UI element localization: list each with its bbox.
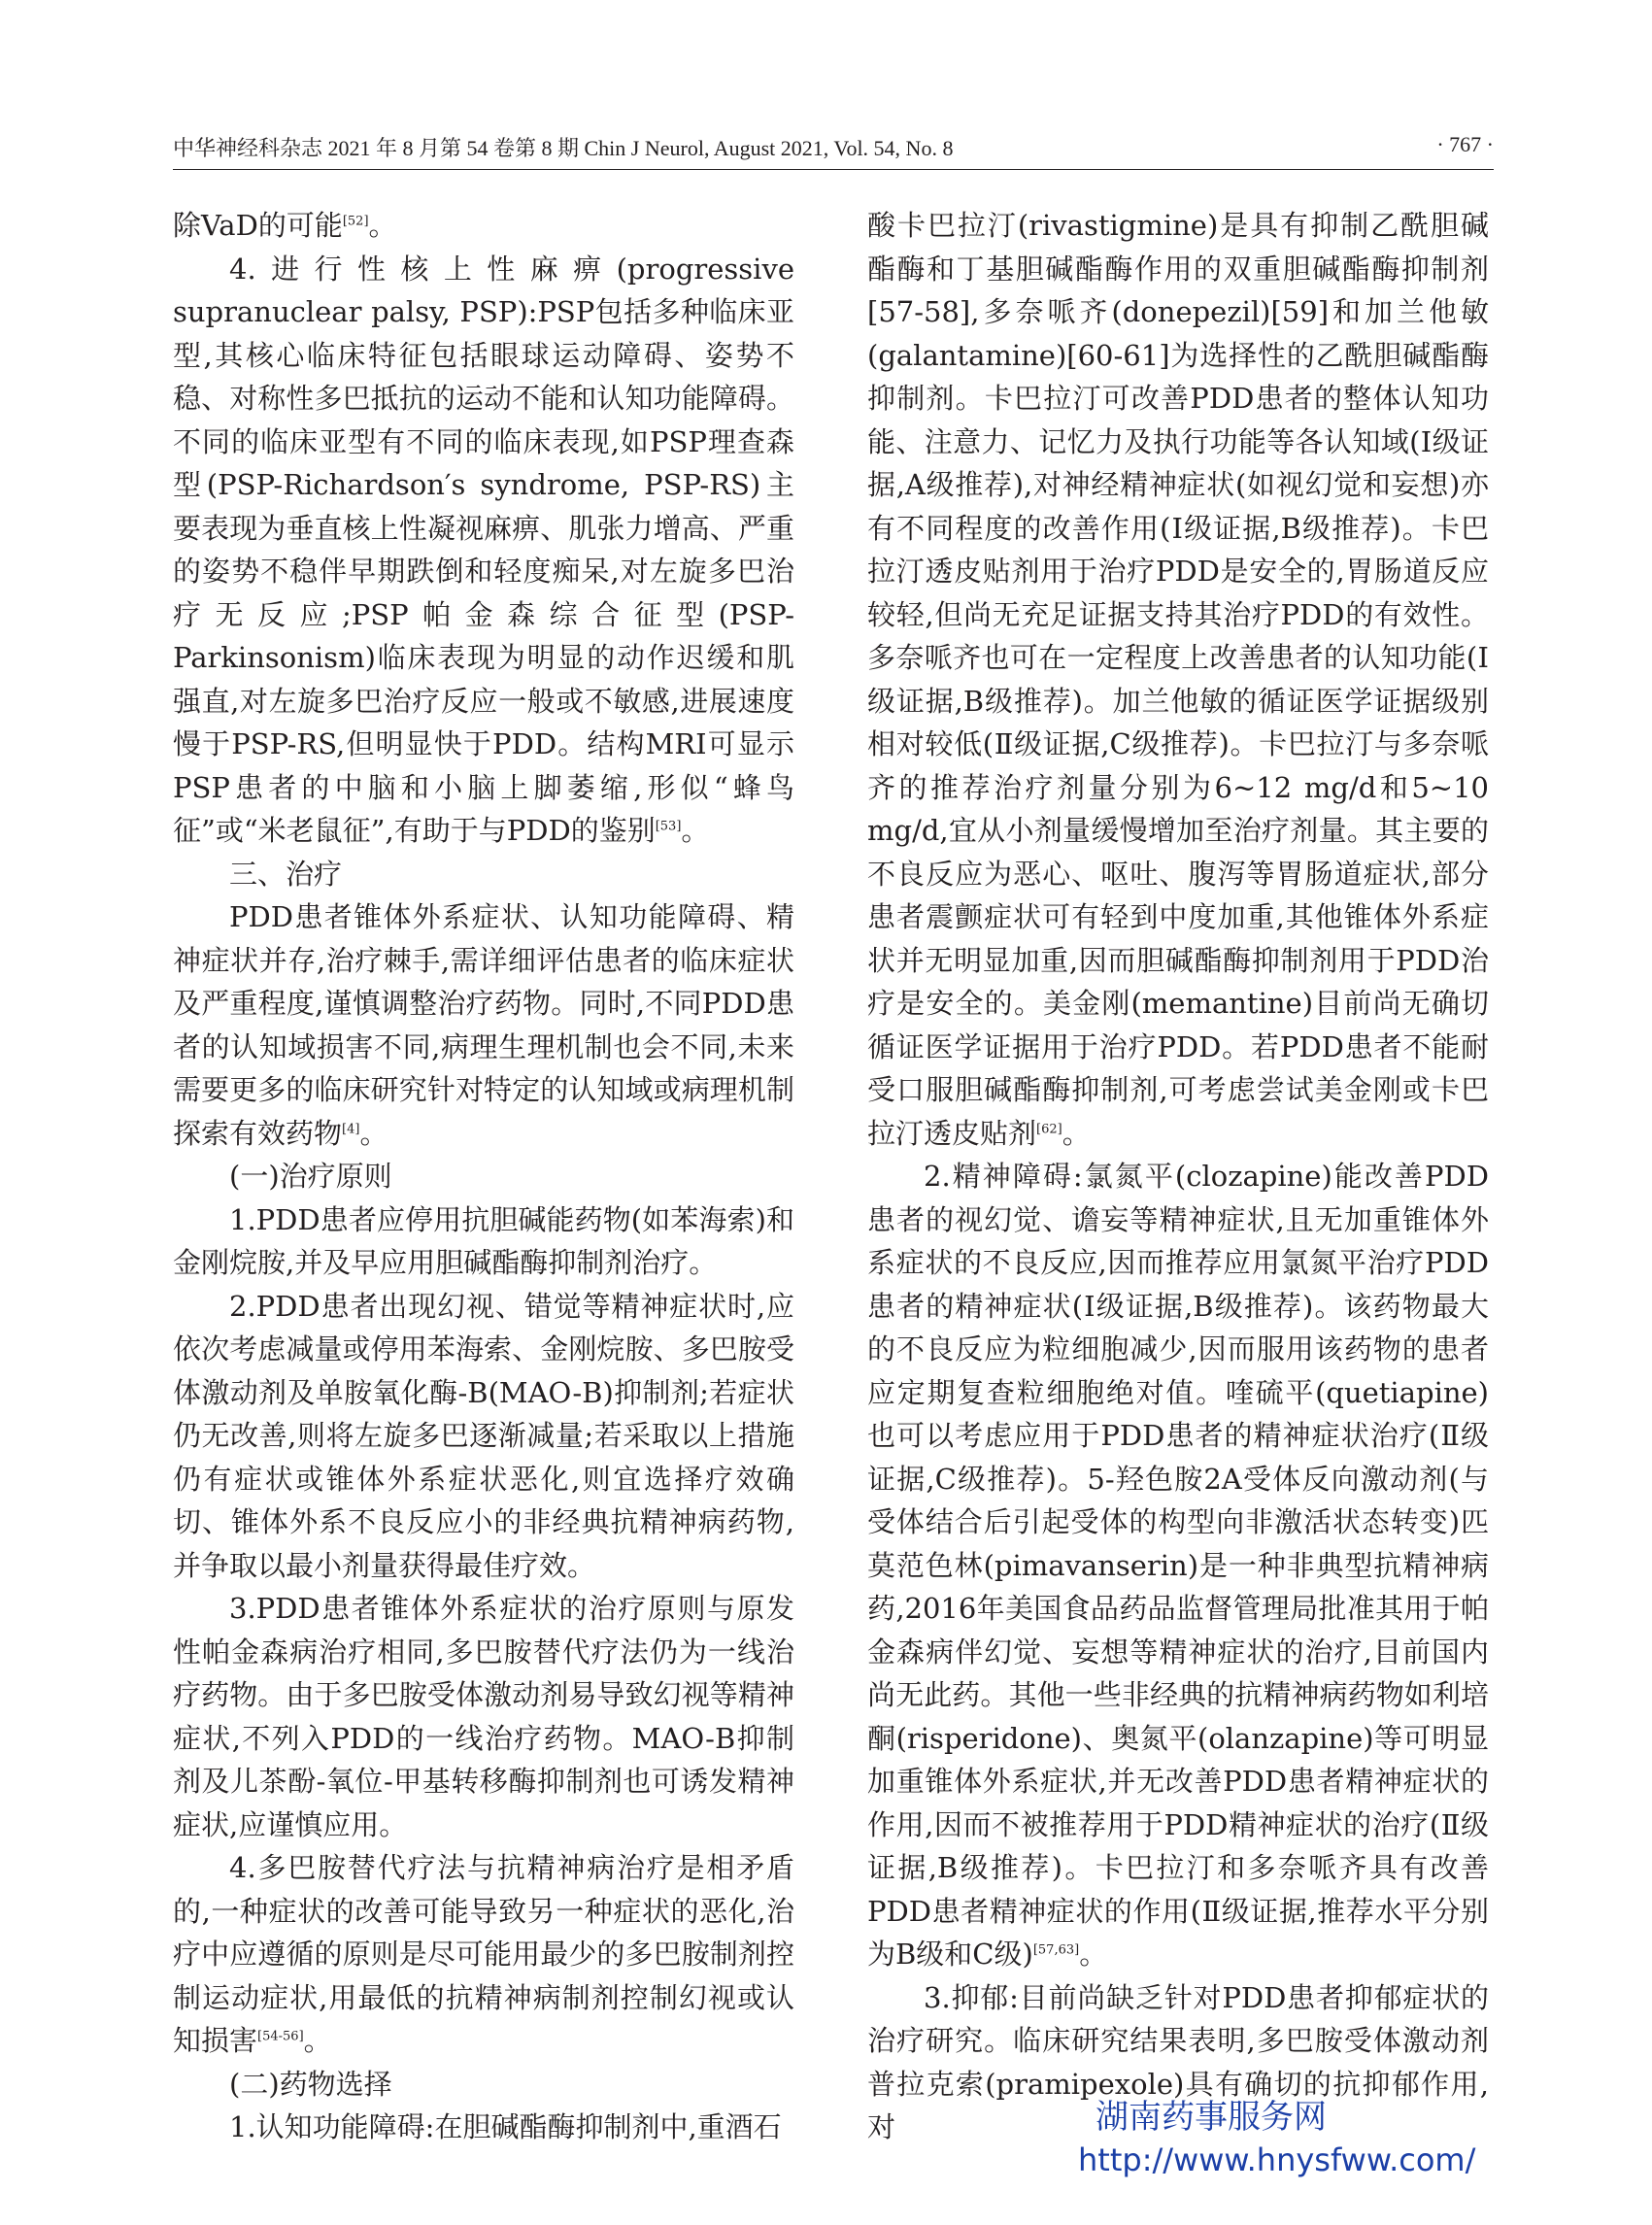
paragraph [173,1285,794,1588]
paragraph-tail: 。 [1079,1938,1108,1971]
paragraph [173,1198,794,1285]
paragraph-text: 4.多巴胺替代疗法与抗精神病治疗是相矛盾的,一种症状的改善可能导致另一种症状的恶化,治疗中应遵循的原则是尽可能用最少的多巴胺制剂控制运动症状,用最低的抗精神病制剂控制幻视或认知损害 [173,1851,794,2057]
citation-reference: [57,63] [1032,1942,1080,1958]
paragraph-tail: 。 [681,814,710,847]
paragraph-text: 3.抑郁:目前尚缺乏针对PDD患者抑郁症状的治疗研究。临床研究结果表明,多巴胺受体激动剂普拉克索(pramipexole)具有确切的抗抑郁作用,对 [867,1980,1489,2143]
paragraph-text: PDD患者锥体外系症状、认知功能障碍、精神症状并存,治疗棘手,需详细评估患者的临床症状及严重程度,谨慎调整治疗药物。同时,不同PDD患者的认知域损害不同,病理生理机制也会不同,未来需要更多的临床研究针对特定的认知域或病理机制探索有效药物 [173,900,794,1150]
paragraph [867,1155,1489,1976]
citation-reference: [54-56] [257,2029,304,2044]
citation-reference: [52] [342,214,369,229]
citation-reference: [4] [342,1121,360,1136]
citation-reference: [62] [1036,1121,1062,1136]
paragraph [173,895,794,1155]
paragraph-text: (二)药物选择 [229,2067,392,2101]
paragraph-text: 除VaD的可能 [173,209,343,242]
journal-citation: 中华神经科杂志 2021 年 8 月第 54 卷第 8 期 Chin J Neurol, August 2021, Vol. 54, No. 8 [173,136,954,160]
section-heading [173,1155,794,1198]
paragraph [173,1587,794,1846]
right-column [867,204,1489,2149]
section-heading [173,2063,794,2107]
paragraph-tail: 。 [368,209,397,242]
citation-reference: [53] [655,819,682,834]
watermark [1078,2096,1503,2181]
paragraph [173,248,794,853]
paragraph-text: 三、治疗 [229,857,343,891]
paragraph-text: 3.PDD患者锥体外系症状的治疗原则与原发性帕金森病治疗相同,多巴胺替代疗法仍为一线治疗药物。由于多巴胺受体激动剂易导致幻视等精神症状,不列入PDD的一线治疗药物。MAO-B抑制剂及儿茶酚-氧位-甲基转移酶抑制剂也可诱发精神症状,应谨慎应用。 [173,1592,794,1841]
paragraph-tail: 。 [303,2024,332,2057]
paragraph-text: (一)治疗原则 [229,1160,392,1193]
paragraph-text: 1.PDD患者应停用抗胆碱能药物(如苯海索)和金刚烷胺,并及早应用胆碱酯酶抑制剂治疗。 [173,1202,794,1279]
watermark-url[interactable]: http://www.hnysfww.com/ [1078,2141,1476,2178]
paragraph [173,2106,794,2149]
paragraph [173,1846,794,2063]
paragraph-text: 2.PDD患者出现幻视、错觉等精神症状时,应依次考虑减量或停用苯海索、金刚烷胺、多巴胺受体激动剂及单胺氧化酶-B(MAO-B)抑制剂;若症状仍无改善,则将左旋多巴逐渐减量;若采取以上措施仍有症状或锥体外系症状恶化,则宜选择疗效确切、锥体外系不良反应小的非经典抗精神病药物,并争取以最小剂量获得最佳疗效。 [173,1289,794,1582]
header-rule [173,169,1494,170]
paragraph-text: 1.认知功能障碍:在胆碱酯酶抑制剂中,重酒石 [229,2110,782,2143]
paragraph-tail: 。 [1062,1116,1091,1150]
page-number: · 767 · [1436,132,1494,156]
paragraph [173,204,794,248]
paragraph-text: 酸卡巴拉汀(rivastigmine)是具有抑制乙酰胆碱酯酶和丁基胆碱酯酶作用的双重胆碱酯酶抑制剂[57-58],多奈哌齐(donepezil)[59]和加兰他敏(galantamine)[60-61]为选择性的乙酰胆碱酯酶抑制剂。卡巴拉汀可改善PDD患者的整体认知功能、注意力、记忆力及执行功能等各认知域(Ⅰ级证据,A级推荐),对神经精神症状(如视幻觉和妄想)亦有不同程度的改善作用(Ⅰ级证据,B级推荐)。卡巴拉汀透皮贴剂用于治疗PDD是安全的,胃肠道反应较轻,但尚无充足证据支持其治疗PDD的有效性。多奈哌齐也可在一定程度上改善患者的认知功能(Ⅰ级证据,B级推荐)。加兰他敏的循证医学证据级别相对较低(Ⅱ级证据,C级推荐)。卡巴拉汀与多奈哌齐的推荐治疗剂量分别为6~12 mg/d和5~10 mg/d,宜从小剂量缓慢增加至治疗剂量。其主要的不良反应为恶心、呕吐、腹泻等胃肠道症状,部分患者震颤症状可有轻到中度加重,其他锥体外系症状并无明显加重,因而胆碱酯酶抑制剂用于PDD治疗是安全的。美金刚(memantine)目前尚无确切循证医学证据用于治疗PDD。若PDD患者不能耐受口服胆碱酯酶抑制剂,可考虑尝试美金刚或卡巴拉汀透皮贴剂 [867,209,1489,1150]
left-column [173,204,794,2149]
paragraph-tail: 。 [359,1116,388,1150]
watermark-site-name: 湖南药事服务网 [1096,2098,1327,2137]
paragraph [867,204,1489,1155]
paragraph-text: 2.精神障碍:氯氮平(clozapine)能改善PDD患者的视幻觉、谵妄等精神症状,且无加重锥体外系症状的不良反应,因而推荐应用氯氮平治疗PDD患者的精神症状(Ⅰ级证据,B级推荐)。该药物最大的不良反应为粒细胞减少,因而服用该药物的患者应定期复查粒细胞绝对值。喹硫平(quetiapine)也可以考虑应用于PDD患者的精神症状治疗(Ⅱ级证据,C级推荐)。5-羟色胺2A受体反向激动剂(与受体结合后引起受体的构型向非激活状态转变)匹莫范色林(pimavanserin)是一种非典型抗精神病药,2016年美国食品药品监督管理局批准其用于帕金森病伴幻觉、妄想等精神症状的治疗,目前国内尚无此药。其他一些非经典的抗精神病药物如利培酮(risperidone)、奥氮平(olanzapine)等可明显加重锥体外系症状,并无改善PDD患者精神症状的作用,因而不被推荐用于PDD精神症状的治疗(Ⅱ级证据,B级推荐)。卡巴拉汀和多奈哌齐具有改善PDD患者精神症状的作用(Ⅱ级证据,推荐水平分别为B级和C级) [867,1160,1489,1971]
paragraph-text: 4.进行性核上性麻痹(progressive supranuclear palsy, PSP):PSP包括多种临床亚型,其核心临床特征包括眼球运动障碍、姿势不稳、对称性多巴抵抗的运动不能和认知功能障碍。不同的临床亚型有不同的临床表现,如PSP理查森型(PSP-Richardson′s syndrome, PSP-RS)主要表现为垂直核上性凝视麻痹、肌张力增高、严重的姿势不稳伴早期跌倒和轻度痴呆,对左旋多巴治疗无反应;PSP帕金森综合征型(PSP-Parkinsonism)临床表现为明显的动作迟缓和肌强直,对左旋多巴治疗反应一般或不敏感,进展速度慢于PSP-RS,但明显快于PDD。结构MRI可显示PSP患者的中脑和小脑上脚萎缩,形似“蜂鸟征”或“米老鼠征”,有助于与PDD的鉴别 [173,252,794,847]
section-heading [173,853,794,896]
running-header [173,132,1494,165]
